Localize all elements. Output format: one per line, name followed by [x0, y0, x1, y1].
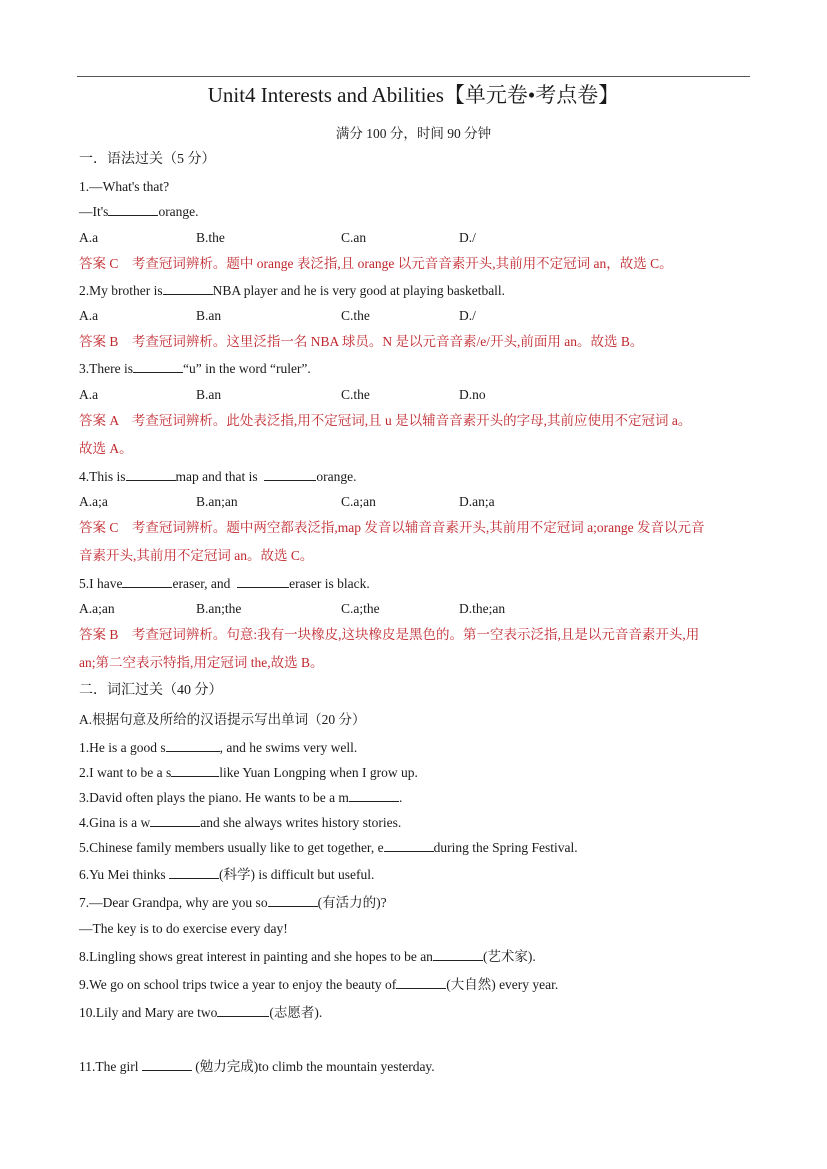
vocab-item: 4.Gina is a w and she always writes history stories.	[79, 815, 402, 830]
option-c: C.a;an	[341, 494, 376, 509]
answer-blank[interactable]	[264, 468, 316, 481]
option-b: B.an	[196, 387, 222, 402]
vocab-item: 3.David often plays the piano. He wants to be a m .	[79, 790, 403, 805]
vocab-item: 2.I want to be a s like Yuan Longping when I grow up.	[79, 765, 418, 780]
question-stem: 1.—What's that?	[79, 179, 170, 194]
answer-blank[interactable]	[349, 789, 399, 802]
answer-blank[interactable]	[142, 1058, 192, 1071]
option-a: A.a	[79, 230, 99, 245]
vocab-item: 11.The girl (勉力完成)to climb the mountain yesterday.	[79, 1059, 435, 1074]
answer-blank[interactable]	[384, 839, 434, 852]
option-b: B.an;the	[196, 601, 242, 616]
vocab-item: 1.He is a good s , and he swims very well.	[79, 740, 358, 755]
option-c: C.the	[341, 387, 370, 402]
answer-blank[interactable]	[133, 360, 183, 373]
sub-heading: A.根据句意及所给的汉语提示写出单词（20 分）	[79, 712, 366, 727]
option-a: A.a	[79, 387, 99, 402]
answer-explanation: 故选 A。	[79, 441, 133, 456]
question-stem: 2.My brother is NBA player and he is very good at playing basketball.	[79, 283, 506, 298]
option-c: C.an	[341, 230, 367, 245]
answer-blank[interactable]	[126, 468, 176, 481]
vocab-item: —The key is to do exercise every day!	[79, 921, 288, 936]
answer-blank[interactable]	[150, 814, 200, 827]
answer-blank[interactable]	[163, 282, 213, 295]
vocab-item: 7.—Dear Grandpa, why are you so (有活力的)?	[79, 895, 387, 910]
question-stem: 4.This is map and that is orange.	[79, 469, 357, 484]
section-heading: 一．语法过关（5 分）	[79, 152, 216, 167]
answer-explanation: 答案 A 考查冠词辨析。此处表泛指,用不定冠词,且 u 是以辅音音素开头的字母,其前应使用不定冠词 a。	[79, 413, 692, 428]
vocab-item: 10.Lily and Mary are two (志愿者).	[79, 1005, 323, 1020]
vocab-item: 6.Yu Mei thinks (科学) is difficult but useful.	[79, 867, 375, 882]
option-d: D./	[459, 230, 476, 245]
answer-blank[interactable]	[171, 764, 219, 777]
question-stem: —It's orange.	[79, 204, 199, 219]
option-d: D.the;an	[459, 601, 506, 616]
option-d: D.no	[459, 387, 486, 402]
option-b: B.an	[196, 308, 222, 323]
question-stem: 3.There is “u” in the word “ruler”.	[79, 361, 311, 376]
answer-blank[interactable]	[169, 866, 219, 879]
option-c: C.a;the	[341, 601, 380, 616]
answer-explanation: 答案 C 考查冠词辨析。题中两空都表泛指,map 发音以辅音音素开头,其前用不定冠词 a;orange 发音以元音	[79, 520, 705, 535]
page-title: Unit4 Interests and Abilities【单元卷•考点卷】	[207, 83, 620, 107]
answer-blank[interactable]	[268, 894, 318, 907]
question-stem: 5.I have eraser, and eraser is black.	[79, 576, 370, 591]
option-b: B.the	[196, 230, 225, 245]
answer-blank[interactable]	[108, 203, 158, 216]
option-a: A.a	[79, 308, 99, 323]
answer-explanation: 音素开头,其前用不定冠词 an。故选 C。	[79, 548, 314, 563]
answer-explanation: 答案 C 考查冠词辨析。题中 orange 表泛指,且 orange 以元音音素开头,其前用不定冠词 an，故选 C。	[79, 256, 673, 271]
page-subtitle: 满分 100 分，时间 90 分钟	[335, 126, 492, 141]
answer-blank[interactable]	[237, 575, 289, 588]
vocab-item: 5.Chinese family members usually like to get together, e during the Spring Festival.	[79, 840, 578, 855]
header-rule	[77, 76, 750, 77]
vocab-item: 9.We go on school trips twice a year to enjoy the beauty of (大自然) every year.	[79, 977, 559, 992]
answer-explanation: an;第二空表示特指,用定冠词 the,故选 B。	[79, 655, 324, 670]
answer-blank[interactable]	[396, 976, 446, 989]
option-d: D.an;a	[459, 494, 495, 509]
answer-blank[interactable]	[433, 948, 483, 961]
option-d: D./	[459, 308, 476, 323]
option-c: C.the	[341, 308, 370, 323]
option-b: B.an;an	[196, 494, 238, 509]
answer-explanation: 答案 B 考查冠词辨析。这里泛指一名 NBA 球员。N 是以元音音素/e/开头,前面用 an。故选 B。	[79, 334, 644, 349]
option-a: A.a;an	[79, 601, 115, 616]
answer-explanation: 答案 B 考查冠词辨析。句意:我有一块橡皮,这块橡皮是黑色的。第一空表示泛指,且是以元音音素开头,用	[79, 627, 700, 642]
option-a: A.a;a	[79, 494, 108, 509]
section-heading: 二．词汇过关（40 分）	[79, 683, 223, 698]
answer-blank[interactable]	[166, 739, 220, 752]
vocab-item: 8.Lingling shows great interest in painting and she hopes to be an (艺术家).	[79, 949, 536, 964]
answer-blank[interactable]	[217, 1004, 269, 1017]
answer-blank[interactable]	[122, 575, 172, 588]
